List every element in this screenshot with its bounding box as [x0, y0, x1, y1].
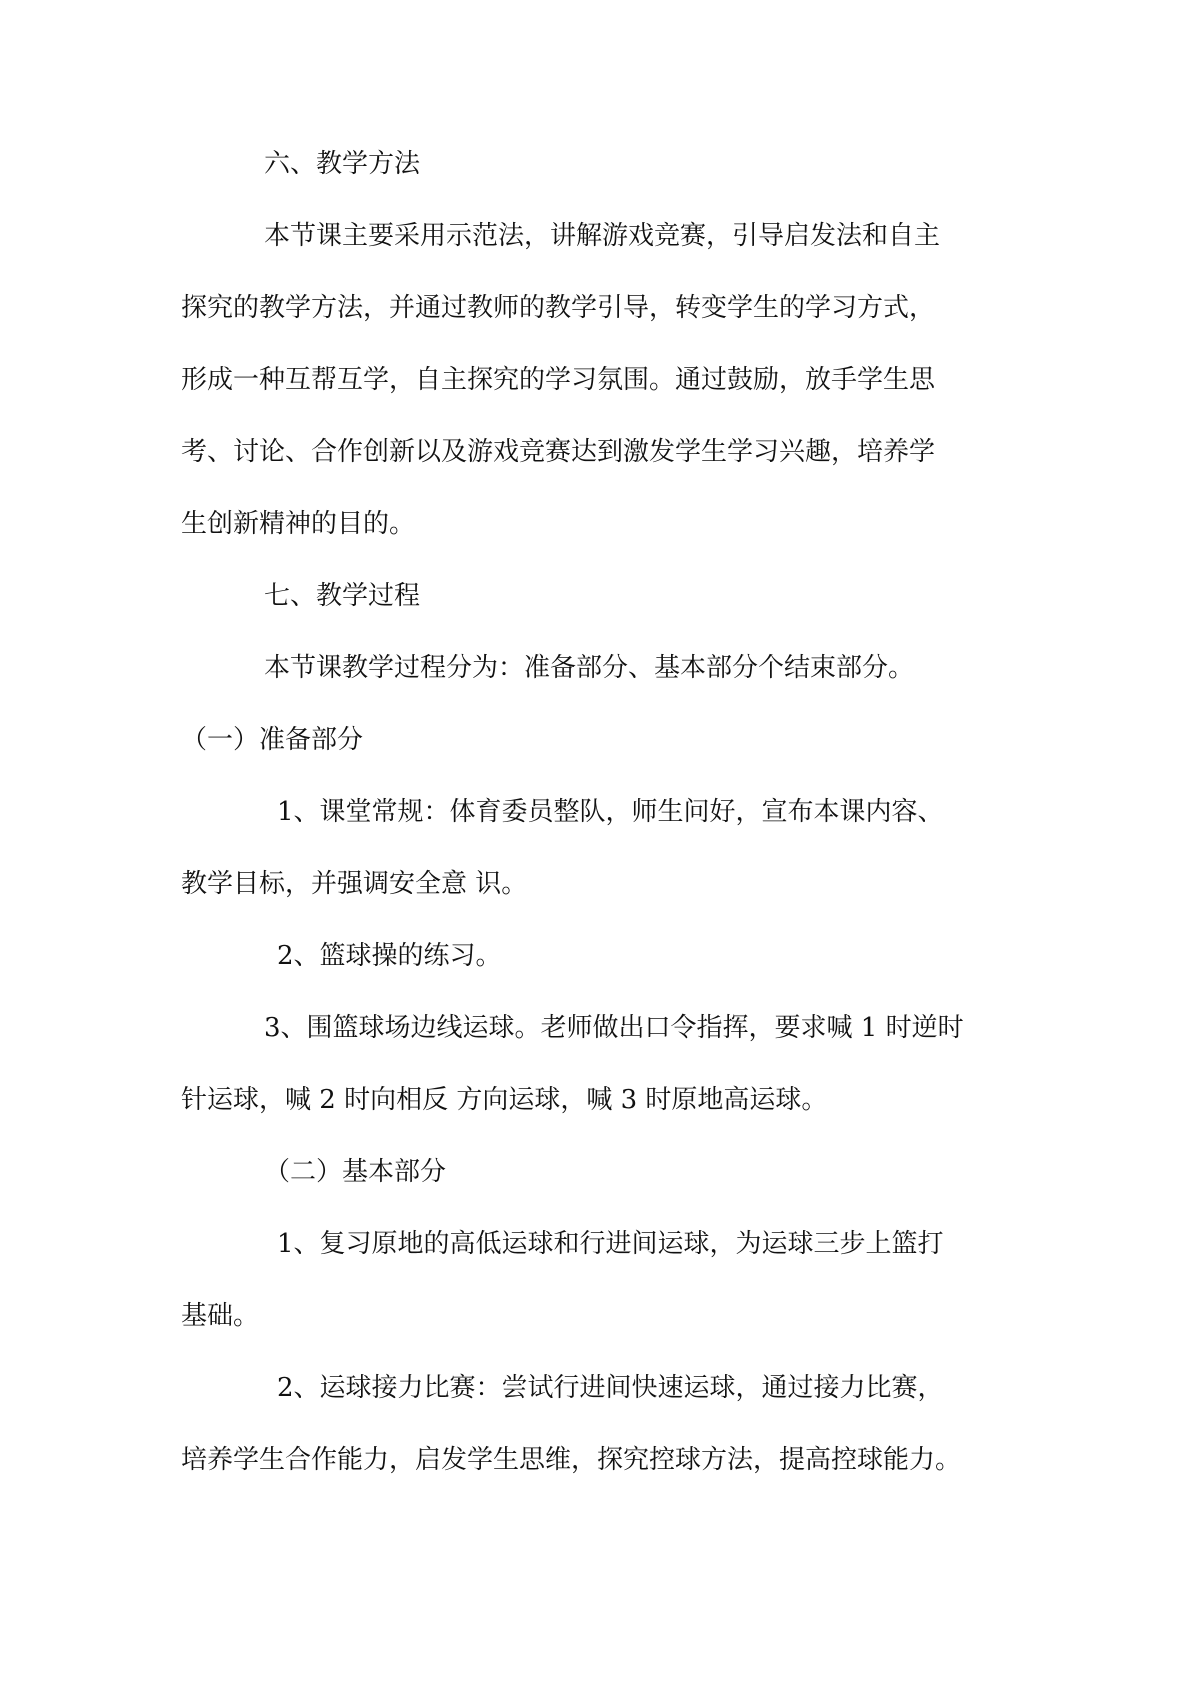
list-item-continuation: 针运球，喊 2 时向相反 方向运球，喊 3 时原地高运球。 — [181, 1085, 828, 1115]
heading-teaching-methods: 六、教学方法 — [264, 149, 421, 179]
paragraph-line: 考、讨论、合作创新以及游戏竞赛达到激发学生学习兴趣，培养学 — [181, 437, 936, 467]
heading-teaching-process: 七、教学过程 — [264, 581, 421, 611]
list-item: 2、篮球操的练习。 — [277, 941, 502, 971]
paragraph-line: 探究的教学方法，并通过教师的教学引导，转变学生的学习方式， — [181, 293, 936, 323]
list-item-continuation: 教学目标，并强调安全意 识。 — [181, 869, 528, 899]
list-item-continuation: 培养学生合作能力，启发学生思维，探究控球方法，提高控球能力。 — [181, 1445, 962, 1475]
paragraph-line: 生创新精神的目的。 — [181, 509, 416, 539]
paragraph-line: 本节课教学过程分为：准备部分、基本部分个结束部分。 — [264, 653, 915, 683]
list-item: 3、围篮球场边线运球。老师做出口令指挥，要求喊 1 时逆时 — [264, 1013, 964, 1043]
list-item: 1、课堂常规：体育委员整队，师生问好，宣布本课内容、 — [277, 797, 944, 827]
paragraph-line: 本节课主要采用示范法，讲解游戏竞赛，引导启发法和自主 — [264, 221, 941, 251]
list-item-continuation: 基础。 — [181, 1301, 260, 1331]
paragraph-line: 形成一种互帮互学，自主探究的学习氛围。通过鼓励，放手学生思 — [181, 365, 936, 395]
list-item: 1、复习原地的高低运球和行进间运球，为运球三步上篮打 — [277, 1229, 944, 1259]
subheading-preparation: （一）准备部分 — [181, 725, 364, 755]
list-item: 2、运球接力比赛：尝试行进间快速运球，通过接力比赛， — [277, 1373, 944, 1403]
subheading-basic-part: （二）基本部分 — [264, 1157, 447, 1187]
